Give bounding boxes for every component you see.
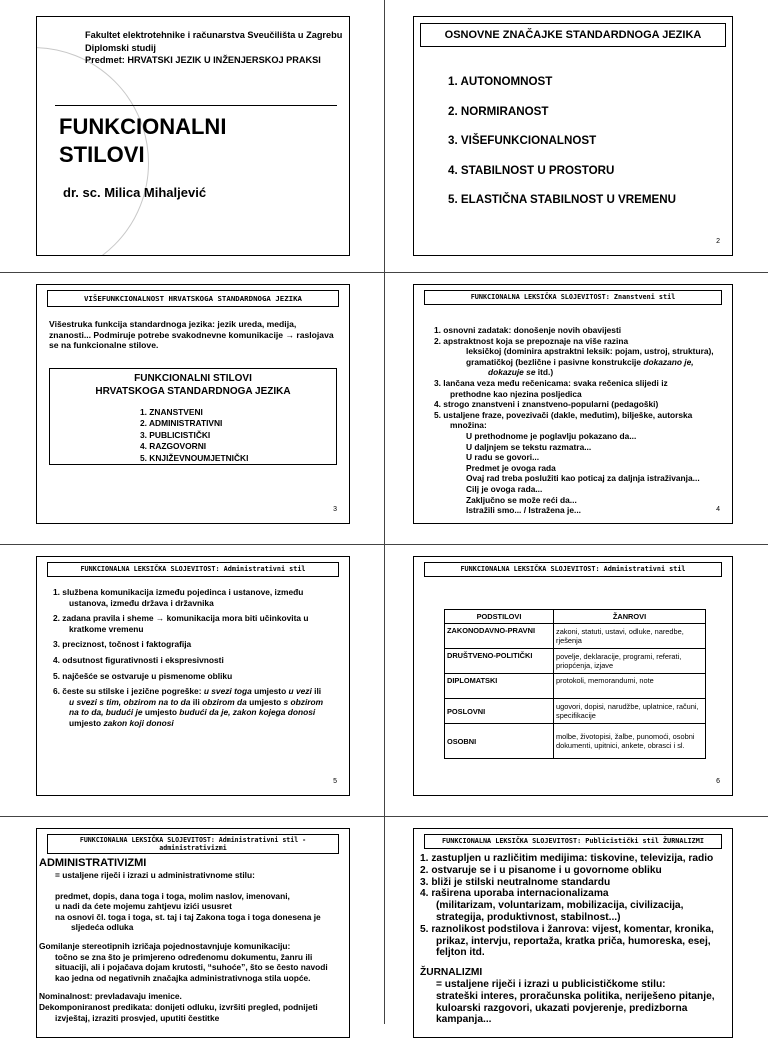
list-line — [434, 357, 714, 368]
grid-divider-row2 — [0, 544, 768, 545]
text-run: umjesto — [246, 696, 284, 707]
text-run: dokazano je, — [643, 356, 694, 367]
list-line: kratkome vremenu — [69, 623, 144, 634]
phrase-line: Cilj je ovoga rada... — [466, 483, 543, 494]
page-number: 4 — [716, 506, 720, 513]
table-cell: DRUŠTVENO-POLITIČKI — [445, 649, 554, 674]
list-item: 5. KNJIŽEVNOUMJETNIČKI — [140, 452, 249, 463]
title-line: STILOVI — [59, 142, 145, 167]
text-run: ili — [190, 696, 203, 707]
list-line: leksičkoj (dominira apstraktni leksik: pojam, ustroj, struktura), — [466, 346, 714, 357]
column-header: ŽANROVI — [554, 610, 706, 624]
table-cell: molbe, životopisi, žalbe, punomoći, osobni dokumenti, upitnici, ankete, obrasci i sl. — [554, 724, 706, 759]
list-item: 2. NORMIRANOST — [448, 104, 549, 118]
list-item: 5. ELASTIČNA STABILNOST U VREMENU — [448, 193, 677, 206]
text-line: kao jedna od negativnih značajka administrativnoga stila uopće. — [55, 972, 311, 983]
list-item: 1. ZNANSTVENI — [140, 407, 203, 417]
list-item: 1. službena komunikacija između pojedinca i ustanove, između — [53, 587, 304, 597]
table-cell: ZAKONODAVNO-PRAVNI — [445, 624, 554, 649]
text-run: umjesto — [142, 707, 180, 718]
list-line: strategija, produktivnost, stabilnost...) — [436, 911, 621, 923]
text-run: u svezi s tim, obzirom na to da — [69, 696, 191, 707]
phrase-line: Zaključno se može reći da... — [466, 494, 577, 505]
phrase-line: U radu se govori... — [466, 452, 540, 463]
text-run: gramatičkoj (bezlične i pasivne konstrukcije — [466, 356, 644, 367]
text-run: zakon koji donosi — [103, 717, 174, 728]
text-line: sljedeća odluka — [71, 922, 134, 933]
text-line: u nadi da ćete mojemu zahtjevu izići ususret — [55, 901, 232, 912]
list-item: 3. VIŠEFUNKCIONALNOST — [448, 134, 597, 147]
list-item: 4. raširena uporaba internacionalizama — [420, 888, 609, 900]
phrase-line: Istražili smo... / Istražena je... — [466, 505, 581, 516]
text-line: Dekomponiranost predikata: donijeti odluku, izvršiti pregled, podnijeti — [39, 1001, 318, 1012]
list-item: 5. najčešće se ostvaruje u pismenome obliku — [53, 670, 233, 681]
list-item: 2. ADMINISTRATIVNI — [140, 418, 223, 429]
list-line: feljton itd. — [436, 947, 485, 959]
table-header-row — [445, 610, 706, 624]
phrase-line: U daljnjem se tekstu razmatra... — [466, 441, 592, 452]
text-line: situaciji, ali i pojačava dojam krutosti, “suhoće”, što se često navodi — [55, 962, 328, 973]
slide-header: FUNKCIONALNA LEKSIČKA SLOJEVITOST: Administrativni stil — [47, 562, 339, 577]
list-line: prethodne kao njezina posljedica — [450, 388, 582, 399]
intro-text: Višestruka funkcija standardnoga jezika: jezik ureda, medija, znanosti... Podmiruje potrebe svakodnevne komunikacije → raslojava se na funkcionalne stilove. — [49, 319, 334, 350]
text-line: izvještaj, izraziti prosvjed, uputiti čestitke — [55, 1012, 220, 1023]
list-item: 2. ostvaruje se i u pisanome i u govornome obliku — [420, 864, 662, 876]
institution-line: Predmet: HRVATSKI JEZIK U INŽENJERSKOJ PRAKSI — [85, 55, 321, 65]
text-run: s obzirom — [283, 696, 324, 707]
slide-8 — [413, 828, 733, 1038]
text-line: na osnovi čl. toga i toga, st. taj i taj Zakona toga i toga donesena je — [55, 911, 321, 922]
list-item: 5. ustaljene fraze, povezivači (dakle, međutim), bilješke, autorska — [434, 409, 693, 420]
page-number: 3 — [333, 506, 337, 513]
slide-header — [47, 834, 339, 854]
text-run: u vezi — [288, 686, 312, 697]
text-line: Gomilanje stereotipnih izričaja pojednostavnjuje komunikaciju: — [39, 940, 291, 951]
table-cell: ugovori, dopisi, narudžbe, uplatnice, računi, specifikacije — [554, 699, 706, 724]
text-run: umjesto — [251, 686, 289, 697]
styles-box — [49, 368, 337, 465]
list-item: 1. zastupljen u različitim medijima: tiskovine, televizija, radio — [420, 853, 714, 864]
list-item: 2. apstraktnost koja se prepoznaje na više razina — [434, 335, 629, 346]
grid-divider-vertical — [384, 0, 385, 1024]
list-item: 3. PUBLICISTIČKI — [140, 429, 211, 440]
institution-block — [85, 29, 342, 67]
section-title: ADMINISTRATIVIZMI — [39, 857, 147, 869]
list-item: 4. odsutnost figurativnosti i ekspresivnosti — [53, 654, 224, 665]
grid-divider-row3 — [0, 816, 768, 817]
title-line: FUNKCIONALNI — [59, 114, 227, 139]
text-run: u svezi toga — [203, 686, 252, 697]
list-line — [53, 697, 323, 708]
table-row — [445, 674, 706, 699]
slide-1 — [36, 16, 350, 256]
list-item: 4. STABILNOST U PROSTORU — [448, 163, 615, 177]
section-title: ŽURNALIZMI — [420, 967, 483, 979]
list-line — [434, 367, 714, 378]
list-line: množina: — [450, 420, 487, 431]
box-title: FUNKCIONALNI STILOVI — [134, 373, 252, 384]
page-number: 5 — [333, 778, 337, 785]
slide-header: FUNKCIONALNA LEKSIČKA SLOJEVITOST: Administrativni stil — [424, 562, 722, 577]
table-cell: zakoni, statuti, ustavi, odluke, naredbe, rješenja — [554, 624, 706, 649]
content-block — [420, 853, 715, 1026]
phrase-line: U prethodnome je poglavlju pokazano da... — [466, 430, 637, 441]
column-header: PODSTILOVI — [445, 610, 554, 624]
text-run: na to da, budući je — [69, 707, 143, 718]
slide-header: VIŠEFUNKCIONALNOST HRVATSKOGA STANDARDNOGA JEZIKA — [47, 290, 339, 307]
list-item: 1. AUTONOMNOST — [448, 75, 553, 88]
list-item: 3. bliži je stilski neutralnome standardu — [420, 876, 611, 888]
content-block — [39, 857, 328, 1023]
phrase-line: Ovaj rad treba poslužiti kao poticaj za daljnja istraživanja... — [466, 473, 700, 484]
list-item: 1. osnovni zadatak: donošenje novih obavijesti — [434, 325, 622, 335]
table-cell: POSLOVNI — [445, 699, 554, 724]
slide-header: FUNKCIONALNA LEKSIČKA SLOJEVITOST: Znanstveni stil — [424, 290, 722, 305]
table-row — [445, 699, 706, 724]
features-list — [448, 75, 676, 223]
list-line: (militarizam, voluntarizam, mobilizacija, civilizacija, — [436, 900, 684, 912]
list-item: 2. zadana pravila i sheme → komunikacija mora biti učinkovita u — [53, 613, 309, 624]
list-line: prikaz, intervju, reportaža, kratka priča, humoreska, esej, — [436, 935, 711, 947]
list-line — [53, 707, 323, 718]
grid-divider-row1 — [0, 272, 768, 273]
content-list — [53, 587, 323, 729]
text-line: točno se zna što je primjereno određenomu dokumentu, žanru ili — [55, 951, 313, 962]
text-run: ili — [311, 686, 322, 697]
list-item: 3. lančana veza među rečenicama: svaka rečenica slijedi iz — [434, 377, 668, 388]
list-item: 5. raznolikost podstilova i žanrova: vijest, komentar, kronika, — [420, 923, 714, 935]
slide-header: FUNKCIONALNA LEKSIČKA SLOJEVITOST: Publicistički stil ŽURNALIZMI — [424, 834, 722, 849]
table-row — [445, 624, 706, 649]
table-cell: DIPLOMATSKI — [445, 674, 554, 699]
list-item: 4. strogo znanstveni i znanstveno-popularni (pedagoški) — [434, 399, 659, 410]
slide-5 — [36, 556, 350, 796]
title-rule — [55, 105, 337, 106]
styles-list — [140, 407, 248, 464]
text-line: kampanja... — [436, 1014, 492, 1026]
table-row — [445, 649, 706, 674]
content-list — [434, 325, 714, 516]
table-cell: povelje, deklaracije, programi, referati, priopćenja, izjave — [554, 649, 706, 674]
author: dr. sc. Milica Mihaljević — [63, 185, 207, 200]
header-line: administrativizmi — [159, 844, 227, 852]
table-cell: protokoli, memorandumi, note — [554, 674, 706, 699]
page-number: 6 — [716, 778, 720, 785]
text-run: obzirom da — [202, 696, 247, 707]
slide-7 — [36, 828, 350, 1038]
text-line: = ustaljene riječi i izrazi u administrativnome stilu: — [55, 870, 255, 880]
page-number: 2 — [716, 238, 720, 245]
table-row — [445, 724, 706, 759]
slide-2 — [413, 16, 733, 256]
text-run: umjesto — [69, 717, 104, 728]
text-line: kuloarski razgovori, ukazati povjerenje, predizborna — [436, 1002, 688, 1014]
list-item: 3. preciznost, točnost i faktografija — [53, 639, 192, 650]
slide-4 — [413, 284, 733, 524]
substyles-table — [444, 609, 706, 759]
text-run: budući da je, zakon kojega donosi — [179, 707, 316, 718]
text-run: dokazuje se — [488, 367, 536, 378]
text-line: Nominalnost: prevladavaju imenice. — [39, 991, 182, 1002]
list-item — [53, 686, 323, 697]
institution-line: Fakultet elektrotehnike i računarstva Sveučilišta u Zagrebu — [85, 30, 343, 40]
box-title: HRVATSKOGA STANDARDNOGA JEZIKA — [95, 386, 291, 397]
list-line: ustanova, između država i državnika — [69, 597, 214, 608]
phrase-line: Predmet je ovoga rada — [466, 462, 556, 473]
slide-6 — [413, 556, 733, 796]
table-cell: OSOBNI — [445, 724, 554, 759]
text-run: itd.) — [535, 367, 554, 378]
text-run: 6. česte su stilske i jezične pogreške: — [53, 686, 204, 697]
list-line — [53, 718, 323, 729]
text-line: predmet, dopis, dana toga i toga, molim naslov, imenovani, — [55, 890, 290, 901]
slide-3 — [36, 284, 350, 524]
text-line: strateški interes, proračunska politika, neriješeno pitanje, — [436, 990, 715, 1002]
slide-header: OSNOVNE ZNAČAJKE STANDARDNOGA JEZIKA — [420, 23, 726, 47]
text-line: = ustaljene riječi i izrazi u publicističkome stilu: — [436, 978, 666, 990]
slide-title — [59, 113, 226, 169]
institution-line: Diplomski studij — [85, 42, 156, 53]
list-item: 4. RAZGOVORNI — [140, 441, 207, 452]
header-line: FUNKCIONALNA LEKSIČKA SLOJEVITOST: Administrativni stil - — [79, 836, 307, 844]
